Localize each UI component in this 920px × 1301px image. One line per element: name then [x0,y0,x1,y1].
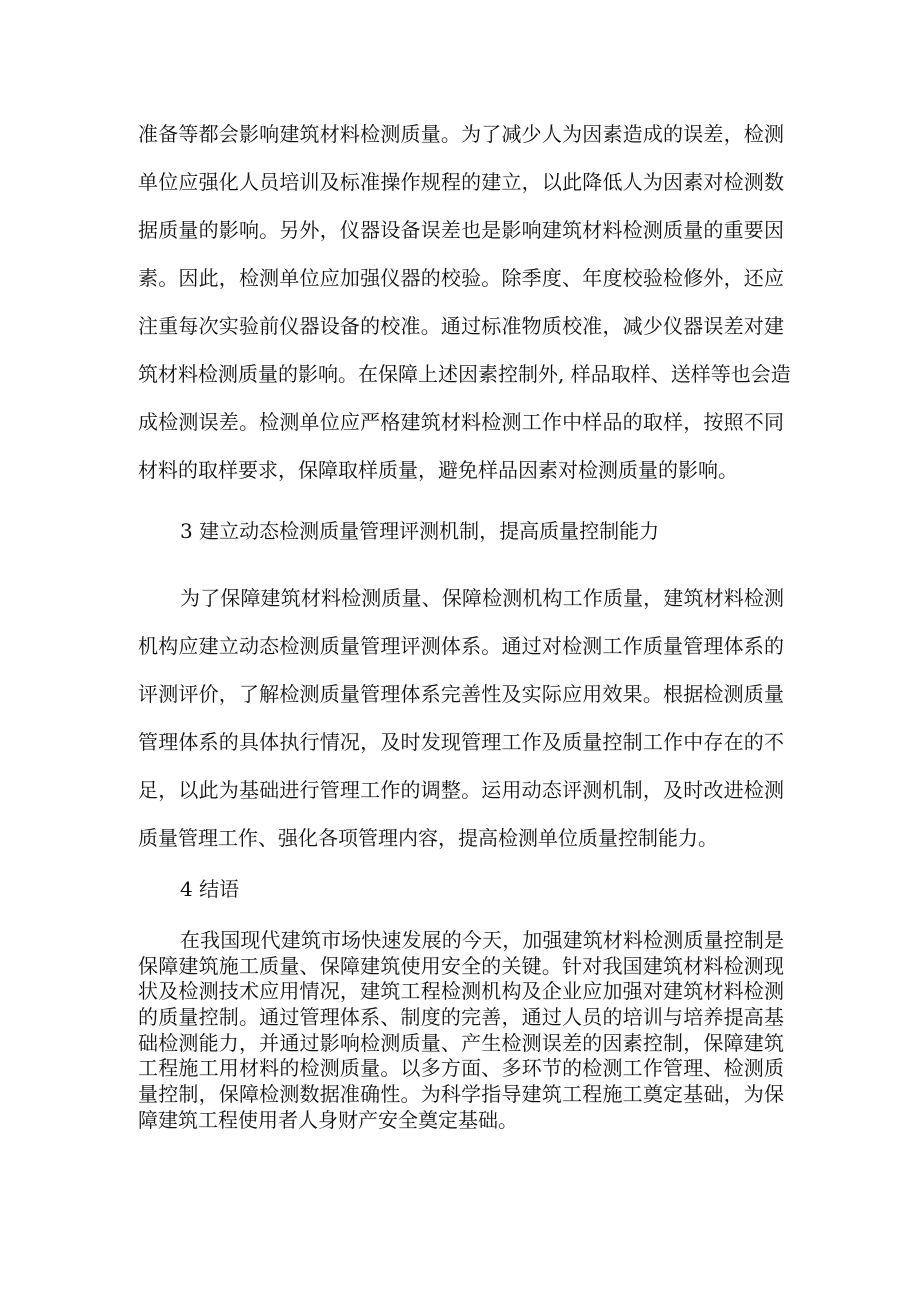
section-3-paragraph [138,574,784,862]
text-line: 单位应强化人员培训及标准操作规程的建立，以此降低人为因素对检测数 [138,170,784,194]
text-line: 状及检测技术应用情况，建筑工程检测机构及企业应加强对建筑材料检测 [138,979,784,1004]
section-4-heading: 4 结语 [180,877,240,901]
text-line: 评测评价，了解检测质量管理体系完善性及实际应用效果。根据检测质量 [138,682,784,706]
text-line: 素。因此，检测单位应加强仪器的校验。除季度、年度校验检修外，还应 [138,266,784,290]
text-line: 的质量控制。通过管理体系、制度的完善，通过人员的培训与培养提高基 [138,1005,784,1030]
text-line: 材料的取样要求，保障取样质量，避免样品因素对检测质量的影响。 [138,458,738,482]
text-line: 量控制，保障检测数据准确性。为科学指导建筑工程施工奠定基础，为保 [138,1082,784,1107]
paragraph-continued [138,110,791,494]
text-line: 成检测误差。检测单位应严格建筑材料检测工作中样品的取样，按照不同 [138,410,784,434]
section-3-heading: 3 建立动态检测质量管理评测机制，提高质量控制能力 [180,519,660,543]
section-4-paragraph [138,928,784,1134]
text-line: 机构应建立动态检测质量管理评测体系。通过对检测工作质量管理体系的 [138,634,784,658]
text-line: 准备等都会影响建筑材料检测质量。为了减少人为因素造成的误差，检测 [138,122,784,146]
text-line: 足，以此为基础进行管理工作的调整。运用动态评测机制，及时改进检测 [138,778,784,802]
text-line: 据质量的影响。另外，仪器设备误差也是影响建筑材料检测质量的重要因 [138,218,784,242]
text-line: 工程施工用材料的检测质量。以多方面、多环节的检测工作管理、检测质 [138,1056,784,1081]
text-line: 础检测能力，并通过影响检测质量、产生检测误差的因素控制，保障建筑 [138,1030,784,1055]
text-line: 筑材料检测质量的影响。在保障上述因素控制外, 样品取样、送样等也会造 [138,362,791,386]
text-line: 在我国现代建筑市场快速发展的今天，加强建筑材料检测质量控制是 [180,928,784,952]
text-line: 质量管理工作、强化各项管理内容，提高检测单位质量控制能力。 [138,826,718,850]
text-line: 为了保障建筑材料检测质量、保障检测机构工作质量，建筑材料检测 [180,586,784,610]
text-line: 保障建筑施工质量、保障建筑使用安全的关键。针对我国建筑材料检测现 [138,953,784,978]
text-line: 管理体系的具体执行情况，及时发现管理工作及质量控制工作中存在的不 [138,730,784,754]
text-line: 障建筑工程使用者人身财产安全奠定基础。 [138,1107,518,1132]
text-line: 注重每次实验前仪器设备的校准。通过标准物质校准，减少仪器误差对建 [138,314,784,338]
